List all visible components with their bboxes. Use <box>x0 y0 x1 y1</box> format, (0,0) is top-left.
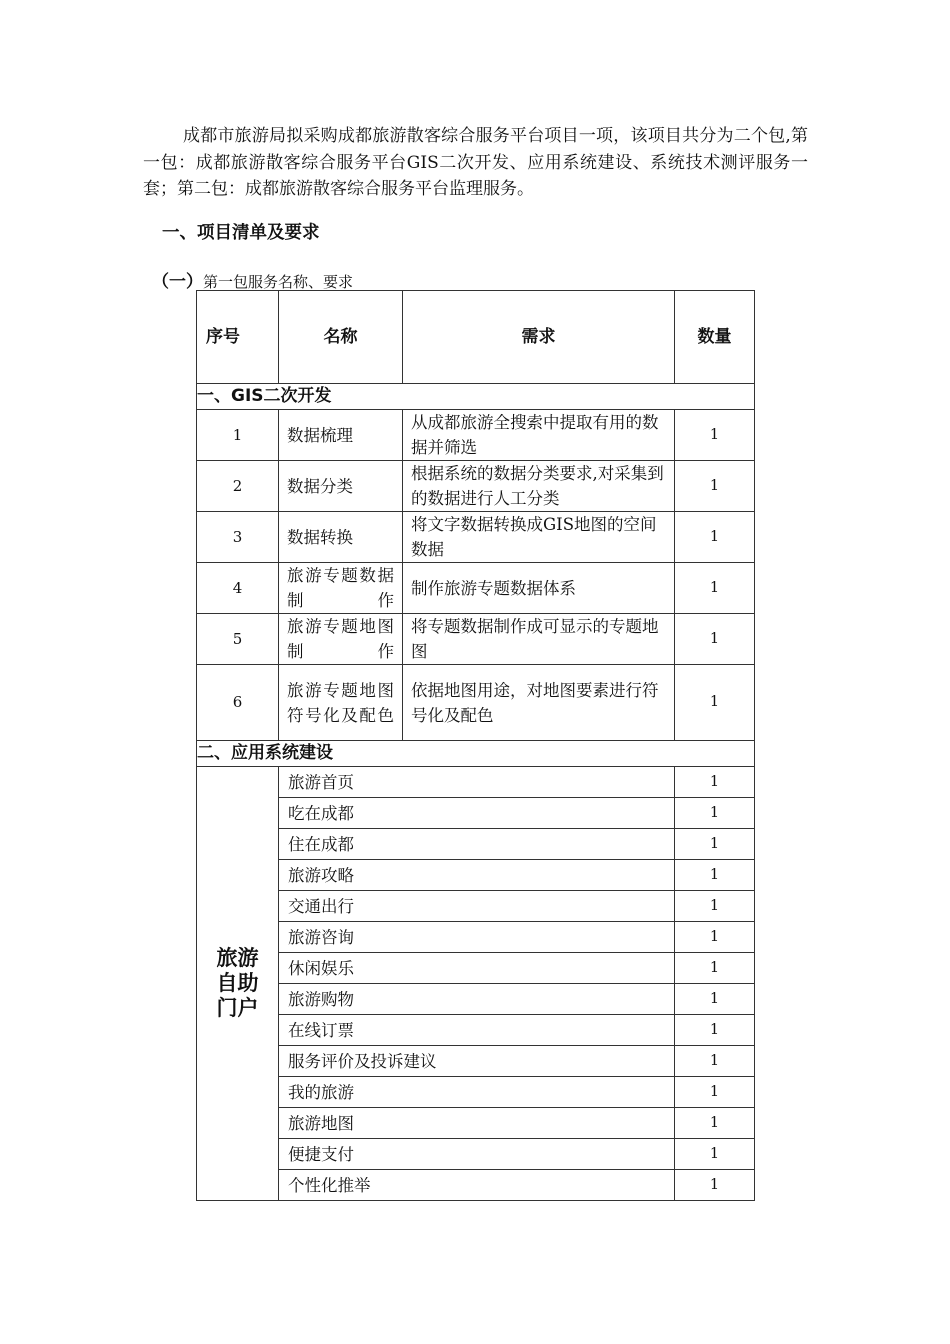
row-name: 旅游专题数据制作 <box>279 563 403 614</box>
table-row <box>197 922 755 953</box>
row-no: 6 <box>197 665 279 741</box>
row-qty: 1 <box>675 984 755 1015</box>
section-title: 一、项目清单及要求 <box>162 223 320 243</box>
table-row <box>197 1108 755 1139</box>
row-name: 旅游购物 <box>279 984 675 1015</box>
row-name: 旅游攻略 <box>279 860 675 891</box>
subsection-title: 第一包服务名称、要求 <box>203 273 354 291</box>
row-req: 制作旅游专题数据体系 <box>403 563 675 614</box>
row-qty: 1 <box>675 461 755 512</box>
row-name: 旅游专题地图符号化及配色 <box>279 665 403 741</box>
table-row <box>197 860 755 891</box>
subsection-mark: （一） <box>152 272 203 292</box>
table-row <box>197 1077 755 1108</box>
row-qty: 1 <box>675 1170 755 1201</box>
table-header-row <box>197 291 755 384</box>
row-name: 服务评价及投诉建议 <box>279 1046 675 1077</box>
row-req: 根据系统的数据分类要求,对采集到的数据进行人工分类 <box>403 461 675 512</box>
row-qty: 1 <box>675 1108 755 1139</box>
row-name: 在线订票 <box>279 1015 675 1046</box>
row-no: 2 <box>197 461 279 512</box>
row-name: 休闲娱乐 <box>279 953 675 984</box>
table-row <box>197 410 755 461</box>
row-name: 数据梳理 <box>279 410 403 461</box>
row-qty: 1 <box>675 1015 755 1046</box>
table-row <box>197 512 755 563</box>
row-name: 数据转换 <box>279 512 403 563</box>
table-row <box>197 829 755 860</box>
row-qty: 1 <box>675 829 755 860</box>
row-qty: 1 <box>675 1046 755 1077</box>
row-name: 旅游地图 <box>279 1108 675 1139</box>
row-name: 旅游专题地图制作 <box>279 614 403 665</box>
portal-label: 旅游自助门户 <box>197 767 279 1201</box>
row-req: 依据地图用途，对地图要素进行符号化及配色 <box>403 665 675 741</box>
header-no: 序号 <box>197 291 279 384</box>
row-name: 旅游咨询 <box>279 922 675 953</box>
section-label: 二、应用系统建设 <box>197 741 755 767</box>
section-label: 一、GIS二次开发 <box>197 384 755 410</box>
row-name: 我的旅游 <box>279 1077 675 1108</box>
header-req: 需求 <box>403 291 675 384</box>
row-qty: 1 <box>675 922 755 953</box>
row-qty: 1 <box>675 614 755 665</box>
table-row <box>197 767 755 798</box>
table-row <box>197 1046 755 1077</box>
items-table <box>196 290 755 1201</box>
row-name: 住在成都 <box>279 829 675 860</box>
row-qty: 1 <box>675 767 755 798</box>
section-row-gis <box>197 384 755 410</box>
row-qty: 1 <box>675 563 755 614</box>
row-name: 交通出行 <box>279 891 675 922</box>
row-qty: 1 <box>675 798 755 829</box>
row-name: 吃在成都 <box>279 798 675 829</box>
table-row <box>197 984 755 1015</box>
row-req: 将文字数据转换成GIS地图的空间数据 <box>403 512 675 563</box>
header-name: 名称 <box>279 291 403 384</box>
row-name: 个性化推举 <box>279 1170 675 1201</box>
row-qty: 1 <box>675 512 755 563</box>
table-row <box>197 461 755 512</box>
row-qty: 1 <box>675 1077 755 1108</box>
row-qty: 1 <box>675 410 755 461</box>
row-qty: 1 <box>675 665 755 741</box>
table-row <box>197 1015 755 1046</box>
row-name: 便捷支付 <box>279 1139 675 1170</box>
table-row <box>197 614 755 665</box>
table-row <box>197 891 755 922</box>
row-qty: 1 <box>675 860 755 891</box>
header-qty: 数量 <box>675 291 755 384</box>
row-no: 4 <box>197 563 279 614</box>
row-qty: 1 <box>675 953 755 984</box>
row-no: 5 <box>197 614 279 665</box>
row-req: 从成都旅游全搜索中提取有用的数据并筛选 <box>403 410 675 461</box>
table-row <box>197 1139 755 1170</box>
subsection-heading <box>152 267 353 292</box>
section-row-apps <box>197 741 755 767</box>
row-qty: 1 <box>675 1139 755 1170</box>
table-row <box>197 798 755 829</box>
row-name: 数据分类 <box>279 461 403 512</box>
table-row <box>197 563 755 614</box>
row-name: 旅游首页 <box>279 767 675 798</box>
row-req: 将专题数据制作成可显示的专题地图 <box>403 614 675 665</box>
table-row <box>197 953 755 984</box>
row-qty: 1 <box>675 891 755 922</box>
row-no: 1 <box>197 410 279 461</box>
intro-paragraph: 成都市旅游局拟采购成都旅游散客综合服务平台项目一项，该项目共分为二个包,第一包：成都旅游散客综合服务平台GIS二次开发、应用系统建设、系统技术测评服务一套；第二包：成都旅游散客综合服务平台监理服务。 <box>143 126 808 199</box>
row-no: 3 <box>197 512 279 563</box>
table-row <box>197 665 755 741</box>
table-row <box>197 1170 755 1201</box>
